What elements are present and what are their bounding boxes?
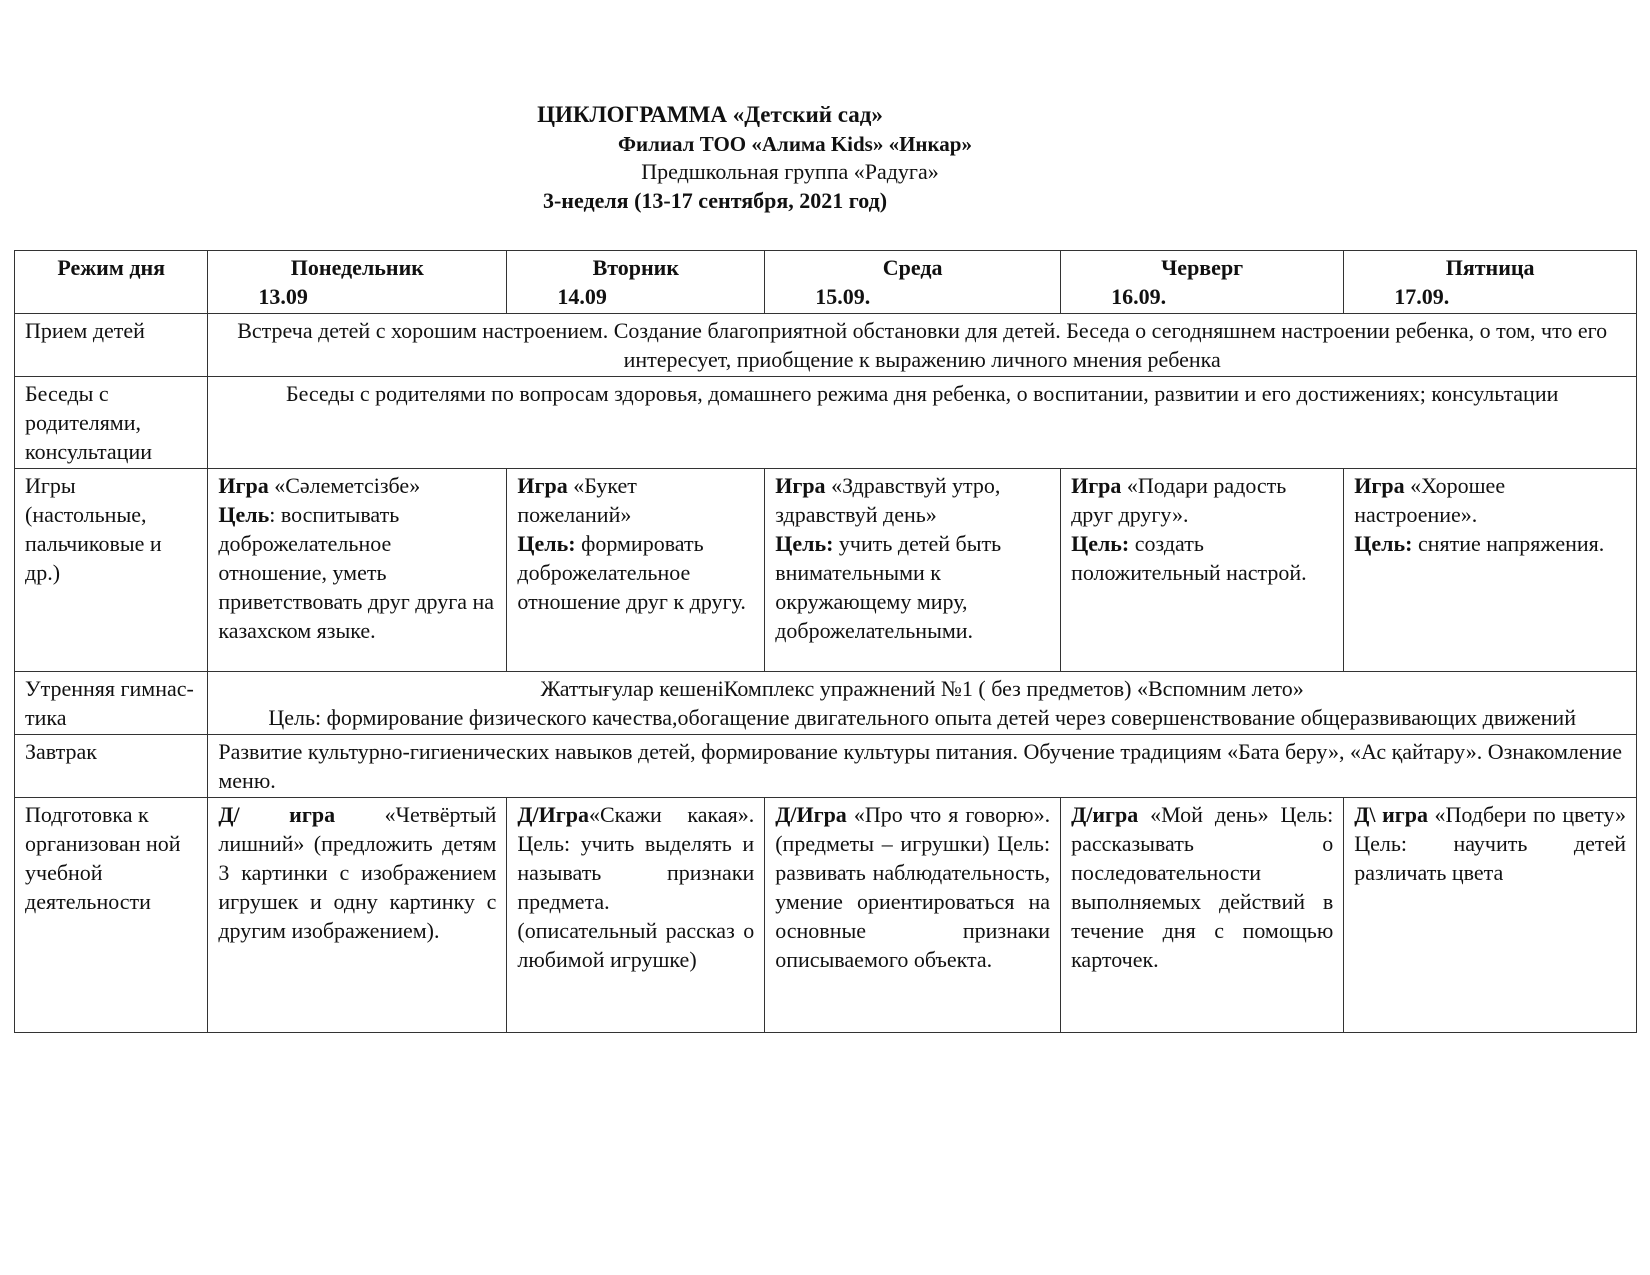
day-date: 13.09 xyxy=(258,284,308,309)
row-preparation xyxy=(15,798,1637,1033)
row-label-breakfast: Завтрак xyxy=(15,735,208,798)
row-parents xyxy=(15,377,1637,469)
games-cell-wednesday xyxy=(765,469,1061,672)
column-header-thursday xyxy=(1061,251,1344,314)
goal-text: : воспитывать доброжелательное отношение, уметь приветствовать друг друга на казахском языке. xyxy=(218,502,495,643)
goal-label: Цель: xyxy=(775,531,834,556)
prep-cell-tuesday xyxy=(507,798,765,1033)
day-name: Понедельник xyxy=(290,255,424,280)
game-title: «Букет пожеланий» xyxy=(517,473,637,527)
group-name: Предшкольная группа «Радуга» xyxy=(641,159,939,184)
breakfast-text: Развитие культурно-гигиенических навыков детей, формирование культуры питания. Обучение традициям «Бата беру», «Ас қайтару». Ознакомление меню. xyxy=(208,735,1637,798)
column-header-mode: Режим дня xyxy=(15,251,208,314)
games-cell-thursday xyxy=(1061,469,1344,672)
schedule-table xyxy=(14,250,1637,1033)
prep-cell-monday xyxy=(208,798,507,1033)
games-cell-monday xyxy=(208,469,507,672)
goal-text: формировать доброжелательное отношение друг к другу. xyxy=(517,531,746,614)
cell-lead: Д/ игра xyxy=(218,802,336,827)
games-cell-tuesday xyxy=(507,469,765,672)
gymnastics-line-2: Цель: формирование физического качества,обогащение двигательного опыта детей через совершенствование общеразвивающих движений xyxy=(268,705,1576,730)
goal-text: создать положительный настрой. xyxy=(1071,531,1307,585)
games-cell-friday xyxy=(1344,469,1637,672)
cell-lead: Игра xyxy=(1071,473,1122,498)
document-header xyxy=(0,100,1650,216)
goal-label: Цель xyxy=(218,502,270,527)
game-title: «Здравствуй утро, здравствуй день» xyxy=(775,473,1001,527)
row-label-gymnastics: Утренняя гимнас-тика xyxy=(15,672,208,735)
cell-lead: Игра xyxy=(517,473,568,498)
week-range: 3-неделя (13-17 сентября, 2021 год) xyxy=(542,188,888,213)
goal-label: Цель: xyxy=(517,531,576,556)
day-name: Среда xyxy=(882,255,943,280)
cell-lead: Д/игра xyxy=(1071,802,1139,827)
prep-cell-thursday xyxy=(1061,798,1344,1033)
row-gymnastics xyxy=(15,672,1637,735)
document-title: ЦИКЛОГРАММА «Детский сад» xyxy=(537,102,883,127)
gymnastics-cell xyxy=(208,672,1637,735)
column-header-friday xyxy=(1344,251,1637,314)
branch-name: Филиал ТОО «Алима Kids» «Инкар» xyxy=(617,132,972,156)
day-date: 14.09 xyxy=(557,284,607,309)
cell-lead: Игра xyxy=(1354,473,1405,498)
prep-cell-wednesday xyxy=(765,798,1061,1033)
row-reception xyxy=(15,314,1637,377)
prep-text: «Подбери по цвету» Цель: научить детей различать цвета xyxy=(1354,802,1626,885)
prep-cell-friday xyxy=(1344,798,1637,1033)
day-name: Вторник xyxy=(592,255,680,280)
cell-lead: Игра xyxy=(775,473,826,498)
column-header-wednesday xyxy=(765,251,1061,314)
reception-text: Встреча детей с хорошим настроением. Создание благоприятной обстановки для детей. Беседа о сегодняшнем настроении ребенка, о том, что его интересует, приобщение к выражению личного мнения ребенка xyxy=(208,314,1637,377)
game-title: «Хорошее настроение». xyxy=(1354,473,1506,527)
row-games xyxy=(15,469,1637,672)
gymnastics-line-1: Жаттығулар кешеніКомплекс упражнений №1 ( без предметов) «Вспомним лето» xyxy=(540,676,1304,701)
row-label-games: Игры (настольные, пальчиковые и др.) xyxy=(15,469,208,672)
day-name: Черверг xyxy=(1161,255,1244,280)
cell-lead: Д/Игра xyxy=(775,802,847,827)
day-date: 16.09. xyxy=(1111,284,1167,309)
prep-text: «Про что я говорю». (предметы – игрушки) Цель: развивать наблюдательность, умение ориентироваться на основные признаки описываемого объекта. xyxy=(775,802,1051,972)
prep-text: «Скажи какая». Цель: учить выделять и называть признаки предмета. (описательный рассказ о любимой игрушке) xyxy=(517,802,755,972)
goal-label: Цель: xyxy=(1354,531,1413,556)
game-title: «Подари радость друг другу». xyxy=(1071,473,1287,527)
cell-lead: Игра xyxy=(218,473,269,498)
cell-lead: Д\ игра xyxy=(1354,802,1428,827)
day-name: Пятница xyxy=(1445,255,1535,280)
row-label-parents: Беседы с родителями, консультации xyxy=(15,377,208,469)
day-date: 17.09. xyxy=(1394,284,1450,309)
prep-text: «Мой день» Цель: рассказывать о последовательности выполняемых действий в течение дня с помощью карточек. xyxy=(1071,802,1334,972)
game-title: «Сәлеметсізбе» xyxy=(268,473,421,498)
parents-text: Беседы с родителями по вопросам здоровья, домашнего режима дня ребенка, о воспитании, развитии и его достижениях; консультации xyxy=(208,377,1637,469)
column-header-monday xyxy=(208,251,507,314)
row-label-reception: Прием детей xyxy=(15,314,208,377)
goal-text: учить детей быть внимательными к окружающему миру, доброжелательными. xyxy=(775,531,1002,643)
cell-lead: Д/Игра xyxy=(517,802,589,827)
row-breakfast xyxy=(15,735,1637,798)
row-label-preparation: Подготовка к организован ной учебной деятельности xyxy=(15,798,208,1033)
column-header-tuesday xyxy=(507,251,765,314)
goal-text: снятие напряжения. xyxy=(1412,531,1605,556)
prep-text: «Четвёртый лишний» (предложить детям 3 картинки с изображением игрушек и одну картинку с другим изображением). xyxy=(218,802,497,943)
table-header-row xyxy=(15,251,1637,314)
day-date: 15.09. xyxy=(815,284,871,309)
goal-label: Цель: xyxy=(1071,531,1130,556)
